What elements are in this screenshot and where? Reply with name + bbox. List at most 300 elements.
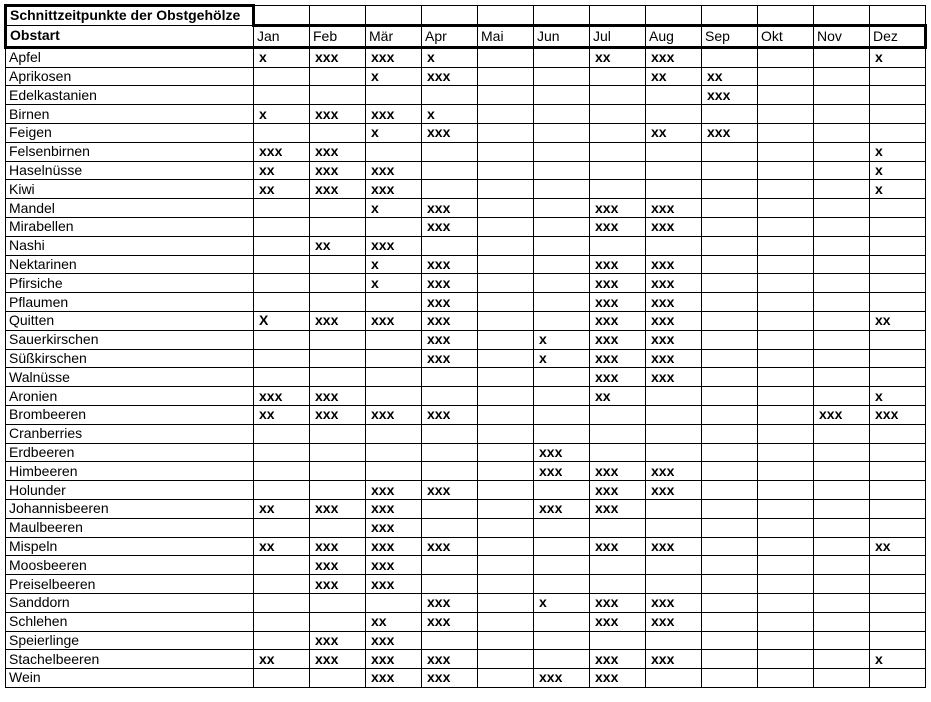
pruning-cell bbox=[646, 387, 702, 406]
pruning-cell bbox=[870, 462, 926, 481]
pruning-cell bbox=[478, 387, 534, 406]
table-row bbox=[6, 518, 926, 537]
pruning-cell: xxx bbox=[366, 537, 422, 556]
pruning-cell bbox=[758, 47, 814, 67]
pruning-cell bbox=[646, 631, 702, 650]
pruning-cell bbox=[758, 405, 814, 424]
pruning-cell bbox=[702, 255, 758, 274]
pruning-cell bbox=[254, 236, 310, 255]
pruning-cell bbox=[702, 199, 758, 218]
fruit-name: Holunder bbox=[6, 481, 254, 500]
table-row bbox=[6, 650, 926, 669]
table-body bbox=[6, 6, 926, 688]
pruning-cell bbox=[478, 405, 534, 424]
column-header-month: Mai bbox=[478, 25, 534, 47]
pruning-cell bbox=[646, 105, 702, 124]
pruning-cell: xxx bbox=[366, 669, 422, 688]
pruning-cell bbox=[478, 518, 534, 537]
table-row bbox=[6, 47, 926, 67]
pruning-cell bbox=[534, 387, 590, 406]
column-header-month: Jun bbox=[534, 25, 590, 47]
table-row bbox=[6, 217, 926, 236]
pruning-cell bbox=[478, 161, 534, 180]
table-row bbox=[6, 387, 926, 406]
pruning-cell: xxx bbox=[646, 311, 702, 330]
pruning-cell: xx bbox=[702, 67, 758, 86]
pruning-cell: xxx bbox=[590, 199, 646, 218]
table-row bbox=[6, 537, 926, 556]
table-row bbox=[6, 236, 926, 255]
pruning-cell: xxx bbox=[366, 575, 422, 594]
pruning-cell bbox=[534, 67, 590, 86]
pruning-cell bbox=[534, 481, 590, 500]
pruning-cell bbox=[814, 537, 870, 556]
pruning-cell bbox=[646, 669, 702, 688]
pruning-cell: xxx bbox=[870, 405, 926, 424]
column-header-obstart: Obstart bbox=[6, 25, 254, 47]
pruning-cell bbox=[254, 274, 310, 293]
pruning-cell bbox=[254, 462, 310, 481]
pruning-cell: xxx bbox=[534, 499, 590, 518]
pruning-cell bbox=[702, 481, 758, 500]
pruning-cell bbox=[366, 462, 422, 481]
pruning-cell bbox=[478, 593, 534, 612]
fruit-name: Feigen bbox=[6, 123, 254, 142]
pruning-cell bbox=[870, 67, 926, 86]
fruit-name: Stachelbeeren bbox=[6, 650, 254, 669]
pruning-cell bbox=[478, 311, 534, 330]
fruit-name: Nektarinen bbox=[6, 255, 254, 274]
pruning-cell: xxx bbox=[310, 105, 366, 124]
pruning-cell bbox=[702, 236, 758, 255]
pruning-cell: xxx bbox=[310, 499, 366, 518]
pruning-cell: xx bbox=[310, 236, 366, 255]
pruning-cell: x bbox=[534, 330, 590, 349]
pruning-cell bbox=[702, 462, 758, 481]
pruning-cell bbox=[478, 575, 534, 594]
column-header-month: Apr bbox=[422, 25, 478, 47]
title-row-cell bbox=[870, 6, 926, 26]
pruning-cell bbox=[702, 217, 758, 236]
pruning-cell: xxx bbox=[422, 612, 478, 631]
pruning-cell bbox=[254, 67, 310, 86]
pruning-cell bbox=[590, 518, 646, 537]
pruning-cell bbox=[478, 274, 534, 293]
pruning-cell: xxx bbox=[366, 311, 422, 330]
table-row bbox=[6, 330, 926, 349]
pruning-cell bbox=[870, 330, 926, 349]
pruning-cell: xx bbox=[366, 612, 422, 631]
pruning-cell bbox=[366, 349, 422, 368]
pruning-cell bbox=[310, 593, 366, 612]
pruning-cell bbox=[534, 255, 590, 274]
pruning-cell bbox=[870, 499, 926, 518]
pruning-cell bbox=[758, 123, 814, 142]
pruning-cell: x bbox=[366, 199, 422, 218]
pruning-cell bbox=[590, 424, 646, 443]
pruning-cell bbox=[590, 631, 646, 650]
pruning-cell: xxx bbox=[422, 669, 478, 688]
pruning-cell bbox=[870, 443, 926, 462]
pruning-cell bbox=[814, 499, 870, 518]
pruning-cell bbox=[814, 669, 870, 688]
pruning-cell bbox=[590, 123, 646, 142]
fruit-name: Moosbeeren bbox=[6, 556, 254, 575]
pruning-cell bbox=[422, 86, 478, 105]
fruit-name: Kiwi bbox=[6, 180, 254, 199]
title-row-cell bbox=[422, 6, 478, 26]
fruit-name: Apfel bbox=[6, 47, 254, 67]
pruning-cell bbox=[590, 405, 646, 424]
title-row-cell bbox=[366, 6, 422, 26]
table-row bbox=[6, 86, 926, 105]
table-row bbox=[6, 311, 926, 330]
pruning-cell bbox=[478, 631, 534, 650]
pruning-cell bbox=[702, 405, 758, 424]
title-row-cell bbox=[758, 6, 814, 26]
pruning-cell bbox=[478, 499, 534, 518]
pruning-cell bbox=[702, 593, 758, 612]
pruning-cell: xxx bbox=[366, 631, 422, 650]
pruning-cell bbox=[702, 180, 758, 199]
pruning-cell bbox=[758, 424, 814, 443]
pruning-cell bbox=[310, 612, 366, 631]
pruning-cell bbox=[870, 669, 926, 688]
pruning-cell bbox=[758, 349, 814, 368]
pruning-cell bbox=[870, 255, 926, 274]
pruning-cell: xxx bbox=[534, 443, 590, 462]
table-row bbox=[6, 142, 926, 161]
pruning-cell bbox=[254, 217, 310, 236]
pruning-cell: xxx bbox=[590, 368, 646, 387]
table-row bbox=[6, 612, 926, 631]
title-row-cell bbox=[534, 6, 590, 26]
table-row bbox=[6, 293, 926, 312]
pruning-cell bbox=[870, 123, 926, 142]
pruning-cell bbox=[310, 330, 366, 349]
pruning-cell: xxx bbox=[366, 105, 422, 124]
fruit-name: Mirabellen bbox=[6, 217, 254, 236]
fruit-name: Edelkastanien bbox=[6, 86, 254, 105]
pruning-cell bbox=[814, 481, 870, 500]
pruning-cell bbox=[254, 424, 310, 443]
pruning-cell bbox=[814, 650, 870, 669]
pruning-cell bbox=[702, 612, 758, 631]
pruning-cell bbox=[534, 180, 590, 199]
pruning-cell bbox=[422, 424, 478, 443]
pruning-cell bbox=[758, 631, 814, 650]
pruning-cell bbox=[702, 293, 758, 312]
pruning-cell bbox=[254, 349, 310, 368]
pruning-cell bbox=[814, 47, 870, 67]
pruning-cell bbox=[758, 161, 814, 180]
pruning-cell bbox=[702, 424, 758, 443]
pruning-cell bbox=[702, 387, 758, 406]
pruning-cell: xxx bbox=[310, 405, 366, 424]
pruning-cell bbox=[758, 330, 814, 349]
pruning-cell bbox=[422, 631, 478, 650]
pruning-cell: x bbox=[422, 47, 478, 67]
pruning-cell: xxx bbox=[310, 631, 366, 650]
pruning-cell: xx bbox=[254, 161, 310, 180]
pruning-cell bbox=[422, 161, 478, 180]
pruning-schedule-table bbox=[4, 4, 927, 688]
pruning-cell bbox=[366, 593, 422, 612]
pruning-cell bbox=[814, 217, 870, 236]
pruning-cell: xxx bbox=[646, 199, 702, 218]
pruning-cell: xxx bbox=[646, 47, 702, 67]
pruning-cell: xxx bbox=[646, 368, 702, 387]
pruning-cell bbox=[366, 293, 422, 312]
pruning-cell bbox=[310, 217, 366, 236]
pruning-cell bbox=[646, 575, 702, 594]
fruit-name: Sauerkirschen bbox=[6, 330, 254, 349]
title-row-cell bbox=[254, 6, 310, 26]
pruning-cell bbox=[254, 443, 310, 462]
fruit-name: Pflaumen bbox=[6, 293, 254, 312]
pruning-cell: xxx bbox=[366, 236, 422, 255]
fruit-name: Mandel bbox=[6, 199, 254, 218]
pruning-cell: xxx bbox=[646, 255, 702, 274]
pruning-cell: xxx bbox=[590, 349, 646, 368]
pruning-cell bbox=[870, 236, 926, 255]
header-row bbox=[6, 25, 926, 47]
pruning-cell: xx bbox=[870, 537, 926, 556]
pruning-cell bbox=[590, 180, 646, 199]
pruning-cell bbox=[870, 274, 926, 293]
pruning-cell bbox=[702, 669, 758, 688]
pruning-cell: xxx bbox=[310, 556, 366, 575]
pruning-cell bbox=[478, 481, 534, 500]
fruit-name: Nashi bbox=[6, 236, 254, 255]
table-row bbox=[6, 593, 926, 612]
pruning-cell: xxx bbox=[422, 405, 478, 424]
pruning-cell: xxx bbox=[590, 462, 646, 481]
pruning-cell bbox=[534, 556, 590, 575]
pruning-cell: xx bbox=[254, 180, 310, 199]
pruning-cell: xx bbox=[646, 123, 702, 142]
pruning-cell bbox=[870, 612, 926, 631]
pruning-cell: xx bbox=[254, 499, 310, 518]
pruning-cell: xxx bbox=[310, 311, 366, 330]
pruning-cell bbox=[758, 556, 814, 575]
pruning-cell bbox=[478, 142, 534, 161]
column-header-month: Jul bbox=[590, 25, 646, 47]
pruning-cell: xxx bbox=[310, 161, 366, 180]
pruning-cell bbox=[422, 499, 478, 518]
pruning-cell bbox=[478, 47, 534, 67]
pruning-cell: x bbox=[870, 142, 926, 161]
table-row bbox=[6, 199, 926, 218]
fruit-name: Preiselbeeren bbox=[6, 575, 254, 594]
pruning-cell bbox=[254, 123, 310, 142]
fruit-name: Pfirsiche bbox=[6, 274, 254, 293]
pruning-cell bbox=[702, 142, 758, 161]
pruning-cell bbox=[590, 142, 646, 161]
pruning-cell bbox=[758, 650, 814, 669]
pruning-cell bbox=[814, 142, 870, 161]
pruning-cell bbox=[702, 161, 758, 180]
pruning-cell bbox=[590, 236, 646, 255]
pruning-cell bbox=[758, 236, 814, 255]
pruning-cell: xxx bbox=[422, 481, 478, 500]
pruning-cell: x bbox=[366, 123, 422, 142]
pruning-cell: xxx bbox=[366, 556, 422, 575]
pruning-cell bbox=[310, 255, 366, 274]
pruning-cell bbox=[814, 631, 870, 650]
pruning-cell bbox=[478, 368, 534, 387]
title-row-cell bbox=[590, 6, 646, 26]
pruning-cell: xxx bbox=[422, 217, 478, 236]
pruning-cell bbox=[758, 86, 814, 105]
pruning-cell: xxx bbox=[590, 274, 646, 293]
table-row bbox=[6, 556, 926, 575]
pruning-cell: xxx bbox=[534, 462, 590, 481]
pruning-cell: xxx bbox=[646, 217, 702, 236]
column-header-month: Aug bbox=[646, 25, 702, 47]
pruning-cell bbox=[534, 217, 590, 236]
pruning-cell bbox=[702, 47, 758, 67]
pruning-cell bbox=[534, 424, 590, 443]
pruning-cell bbox=[478, 67, 534, 86]
pruning-cell: x bbox=[534, 593, 590, 612]
pruning-cell bbox=[310, 349, 366, 368]
pruning-cell bbox=[758, 142, 814, 161]
pruning-cell bbox=[534, 105, 590, 124]
pruning-cell bbox=[814, 518, 870, 537]
pruning-cell bbox=[310, 199, 366, 218]
pruning-cell: xxx bbox=[590, 311, 646, 330]
pruning-cell: xxx bbox=[422, 650, 478, 669]
pruning-cell bbox=[534, 368, 590, 387]
pruning-cell bbox=[702, 330, 758, 349]
pruning-cell: xxx bbox=[646, 537, 702, 556]
pruning-cell bbox=[814, 161, 870, 180]
pruning-cell: xxx bbox=[422, 330, 478, 349]
pruning-cell bbox=[646, 518, 702, 537]
pruning-cell bbox=[758, 518, 814, 537]
pruning-cell bbox=[646, 499, 702, 518]
pruning-cell bbox=[646, 236, 702, 255]
table-row bbox=[6, 255, 926, 274]
pruning-cell bbox=[254, 518, 310, 537]
pruning-cell: xxx bbox=[310, 142, 366, 161]
pruning-cell: xxx bbox=[422, 293, 478, 312]
pruning-cell bbox=[646, 86, 702, 105]
pruning-cell bbox=[366, 387, 422, 406]
table-row bbox=[6, 462, 926, 481]
pruning-cell bbox=[702, 274, 758, 293]
pruning-cell bbox=[478, 293, 534, 312]
pruning-cell bbox=[422, 387, 478, 406]
pruning-cell bbox=[310, 123, 366, 142]
pruning-cell bbox=[702, 537, 758, 556]
pruning-cell bbox=[646, 424, 702, 443]
fruit-name: Quitten bbox=[6, 311, 254, 330]
pruning-cell bbox=[366, 424, 422, 443]
pruning-cell bbox=[478, 180, 534, 199]
pruning-cell: x bbox=[366, 67, 422, 86]
pruning-cell bbox=[534, 311, 590, 330]
pruning-cell bbox=[254, 669, 310, 688]
pruning-cell bbox=[254, 612, 310, 631]
pruning-cell bbox=[758, 368, 814, 387]
pruning-cell bbox=[758, 180, 814, 199]
title-row-cell bbox=[702, 6, 758, 26]
column-header-month: Jan bbox=[254, 25, 310, 47]
table-row bbox=[6, 405, 926, 424]
pruning-cell bbox=[870, 556, 926, 575]
pruning-cell: xx bbox=[590, 47, 646, 67]
table-row bbox=[6, 161, 926, 180]
pruning-cell: xxx bbox=[702, 86, 758, 105]
pruning-cell bbox=[702, 311, 758, 330]
pruning-cell: x bbox=[422, 105, 478, 124]
pruning-cell bbox=[758, 593, 814, 612]
pruning-cell bbox=[310, 86, 366, 105]
pruning-cell bbox=[478, 443, 534, 462]
fruit-name: Aprikosen bbox=[6, 67, 254, 86]
pruning-cell bbox=[758, 67, 814, 86]
pruning-cell: x bbox=[254, 105, 310, 124]
pruning-cell bbox=[702, 631, 758, 650]
pruning-cell bbox=[254, 556, 310, 575]
pruning-cell bbox=[646, 443, 702, 462]
pruning-cell bbox=[366, 368, 422, 387]
pruning-cell: xx bbox=[590, 387, 646, 406]
table-row bbox=[6, 123, 926, 142]
pruning-cell bbox=[478, 255, 534, 274]
pruning-cell bbox=[590, 575, 646, 594]
fruit-name: Johannisbeeren bbox=[6, 499, 254, 518]
pruning-cell: x bbox=[870, 47, 926, 67]
pruning-cell: xxx bbox=[534, 669, 590, 688]
fruit-name: Aronien bbox=[6, 387, 254, 406]
pruning-cell bbox=[702, 368, 758, 387]
pruning-cell bbox=[702, 575, 758, 594]
fruit-name: Schlehen bbox=[6, 612, 254, 631]
pruning-cell bbox=[814, 180, 870, 199]
pruning-cell bbox=[758, 612, 814, 631]
pruning-cell bbox=[478, 105, 534, 124]
pruning-cell: xxx bbox=[310, 575, 366, 594]
pruning-cell: xxx bbox=[366, 405, 422, 424]
fruit-name: Birnen bbox=[6, 105, 254, 124]
pruning-cell bbox=[814, 593, 870, 612]
pruning-cell: xxx bbox=[590, 293, 646, 312]
pruning-cell bbox=[590, 443, 646, 462]
table-row bbox=[6, 349, 926, 368]
pruning-cell bbox=[814, 387, 870, 406]
pruning-cell bbox=[646, 405, 702, 424]
pruning-cell bbox=[758, 575, 814, 594]
pruning-cell bbox=[366, 142, 422, 161]
pruning-cell bbox=[870, 349, 926, 368]
pruning-cell bbox=[814, 105, 870, 124]
pruning-cell bbox=[758, 293, 814, 312]
pruning-cell: xxx bbox=[590, 669, 646, 688]
table-row bbox=[6, 105, 926, 124]
table-row bbox=[6, 424, 926, 443]
pruning-cell bbox=[702, 650, 758, 669]
pruning-cell: xxx bbox=[646, 330, 702, 349]
fruit-name: Sanddorn bbox=[6, 593, 254, 612]
title-row-cell bbox=[814, 6, 870, 26]
table-row bbox=[6, 575, 926, 594]
table-row bbox=[6, 443, 926, 462]
pruning-cell: x bbox=[366, 274, 422, 293]
pruning-cell bbox=[310, 274, 366, 293]
